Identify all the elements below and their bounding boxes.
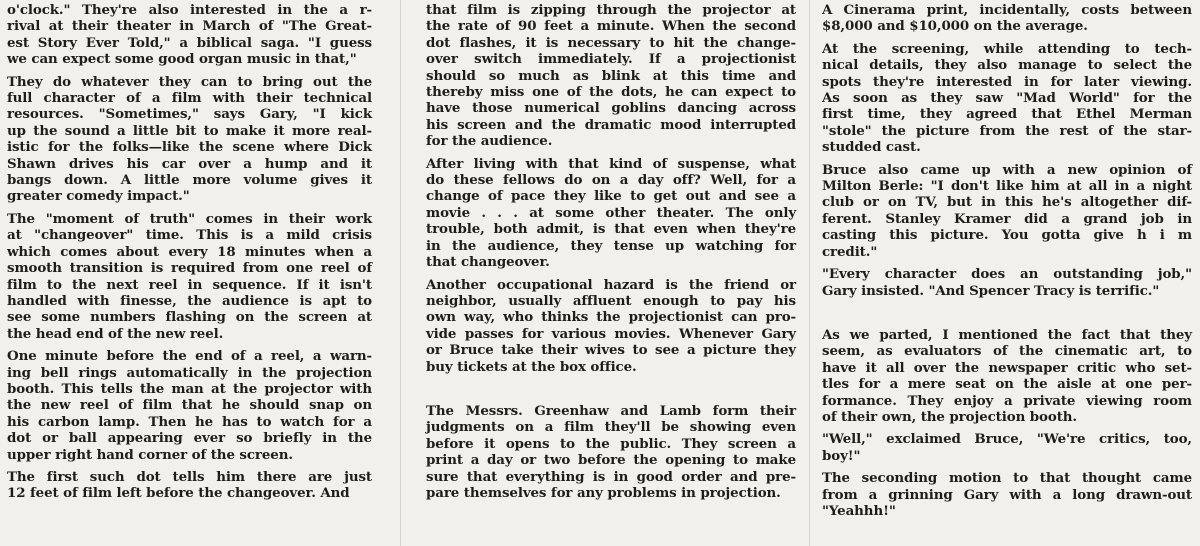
text-line: "Yeahhh!" [822,502,896,519]
text-line: They do whatever they can to bring out the [7,73,372,90]
text-line: do these fellows do on a day off? Well, for a [426,172,796,189]
text-line: One minute before the end of a reel, a warn- [7,348,372,365]
text-line: that film is zipping through the projector at [426,2,796,18]
text-line: As soon as they saw "Mad World" for the [822,90,1192,107]
paragraph [7,2,372,68]
text-line: over switch immediately. If a projectionist [426,51,796,68]
text-line: or Bruce take their wives to see a picture they [426,342,796,359]
text-line: for the audience. [426,133,553,150]
article-column-1 [7,2,372,508]
text-line: The seconding motion to that thought came [822,470,1192,487]
text-line: his screen and the dramatic mood interrupted [426,116,796,133]
text-line: As we parted, I mentioned the fact that they [822,326,1192,343]
paragraph [7,469,372,502]
text-line: neighbor, usually affluent enough to pay his [426,292,796,309]
text-line: the head end of the new reel. [7,325,224,342]
text-line: should so much as blink at this time and [426,67,796,84]
text-line: the new reel of film that he should snap on [7,397,372,414]
text-line: "stole" the picture from the rest of the star- [822,122,1192,139]
text-line: o'clock." They're also interested in the a r- [7,2,372,18]
text-line: from a grinning Gary with a long drawn-out [822,486,1192,503]
text-line: 12 feet of film left before the changeover. And [7,485,350,502]
paragraph [822,41,1192,156]
text-line: ferent. Stanley Kramer did a grand job in [822,210,1192,227]
text-line: Another occupational hazard is the friend or [426,276,796,293]
paragraph [426,156,796,271]
text-line: A Cinerama print, incidentally, costs between [822,2,1192,18]
text-line: credit." [822,243,878,260]
text-line: dot flashes, it is necessary to hit the change- [426,34,796,51]
text-line: The Messrs. Greenhaw and Lamb form their [426,402,796,419]
text-line: which comes about every 18 minutes when a [7,243,372,260]
text-line: nical details, they also manage to select the [822,57,1192,74]
text-line: Gary insisted. "And Spencer Tracy is terrific." [822,282,1160,299]
text-line: of their own, the projection booth. [822,408,1077,425]
text-line: that changeover. [426,254,550,271]
paragraph [7,74,372,205]
text-line: before it opens to the public. They screen a [426,435,796,452]
text-line: At the screening, while attending to tech- [822,40,1192,57]
text-line: Milton Berle: "I don't like him at all in a night [822,178,1192,195]
paragraph-gap [822,305,1192,327]
text-line: trouble, both admit, is that even when they're [426,221,796,238]
paragraph [822,266,1192,299]
text-line: Shawn drives his car over a hump and it [7,155,372,172]
text-line: est Story Ever Told," a biblical saga. "I guess [7,34,372,51]
text-line: the rate of 90 feet a minute. When the second [426,18,796,35]
text-line: thereby miss one of the dots, he can expect to [426,84,796,101]
text-line: rival at their theater in March of "The Great- [7,18,372,35]
text-line: his carbon lamp. Then he has to watch for a [7,413,372,430]
paragraph [822,431,1192,464]
text-line: handled with finesse, the audience is apt to [7,292,372,309]
text-line: in the audience, they tense up watching for [426,237,796,254]
text-line: up the sound a little bit to make it more real- [7,122,372,139]
text-line: bangs down. A little more volume gives it [7,172,372,189]
text-line: "Well," exclaimed Bruce, "We're critics, too, [822,431,1192,448]
text-line: change of pace they like to get out and see a [426,188,796,205]
text-line: we can expect some good organ music in that," [7,51,357,68]
paragraph [822,162,1192,260]
text-line: casting this picture. You gotta give h i m [822,227,1192,244]
paragraph-gap [426,381,796,403]
paragraph [426,277,796,375]
text-line: $8,000 and $10,000 on the average. [822,18,1088,35]
text-line: sure that everything is in good order and pre- [426,468,796,485]
text-line: judgments on a film they'll be showing even [426,419,796,436]
text-line: greater comedy impact." [7,188,190,205]
text-line: Bruce also came up with a new opinion of [822,161,1192,178]
column-divider [809,0,810,546]
text-line: own way, who thinks the projectionist can pro- [426,309,796,326]
text-line: print a day or two before the opening to make [426,452,796,469]
text-line: have those numerical goblins dancing across [426,100,796,117]
text-line: seem, as evaluators of the cinematic art, to [822,343,1192,360]
text-line: film to the next reel in sequence. If it isn't [7,276,372,293]
article-column-2 [426,2,796,507]
text-line: istic for the folks—like the scene where Dick [7,139,372,156]
paragraph [7,211,372,342]
text-line: booth. This tells the man at the projector with [7,380,372,397]
paragraph [822,2,1192,35]
paragraph [426,403,796,501]
paragraph [426,2,796,150]
text-line: boy!" [822,447,861,464]
text-line: "Every character does an outstanding job," [822,266,1192,283]
text-line: ing bell rings automatically in the projection [7,364,372,381]
paragraph [7,348,372,463]
column-divider [400,0,401,546]
text-line: The "moment of truth" comes in their work [7,210,372,227]
text-line: first time, they agreed that Ethel Merman [822,106,1192,123]
text-line: upper right hand corner of the screen. [7,446,293,463]
text-line: formance. They enjoy a private viewing room [822,392,1192,409]
text-line: have it all over the newspaper critic who set- [822,359,1192,376]
text-line: After living with that kind of suspense, what [426,155,796,172]
text-line: buy tickets at the box office. [426,358,637,375]
article-column-3 [822,2,1192,525]
paragraph [822,327,1192,425]
text-line: resources. "Sometimes," says Gary, "I kick [7,106,372,123]
text-line: see some numbers flashing on the screen at [7,309,372,326]
text-line: vide passes for various movies. Whenever Gary [426,325,796,342]
text-line: dot or ball appearing ever so briefly in the [7,430,372,447]
text-line: spots they're interested in for later viewing. [822,73,1192,90]
text-line: studded cast. [822,139,921,156]
text-line: pare themselves for any problems in projection. [426,484,781,501]
text-line: club or on TV, but in this he's altogether dif- [822,194,1192,211]
text-line: tles for a mere seat on the aisle at one per- [822,376,1192,393]
text-line: full character of a film with their technical [7,90,372,107]
paragraph [822,470,1192,519]
text-line: smooth transition is required from one reel of [7,260,372,277]
text-line: movie . . . at some other theater. The only [426,204,796,221]
text-line: The first such dot tells him there are just [7,468,372,485]
text-line: at "changeover" time. This is a mild crisis [7,227,372,244]
